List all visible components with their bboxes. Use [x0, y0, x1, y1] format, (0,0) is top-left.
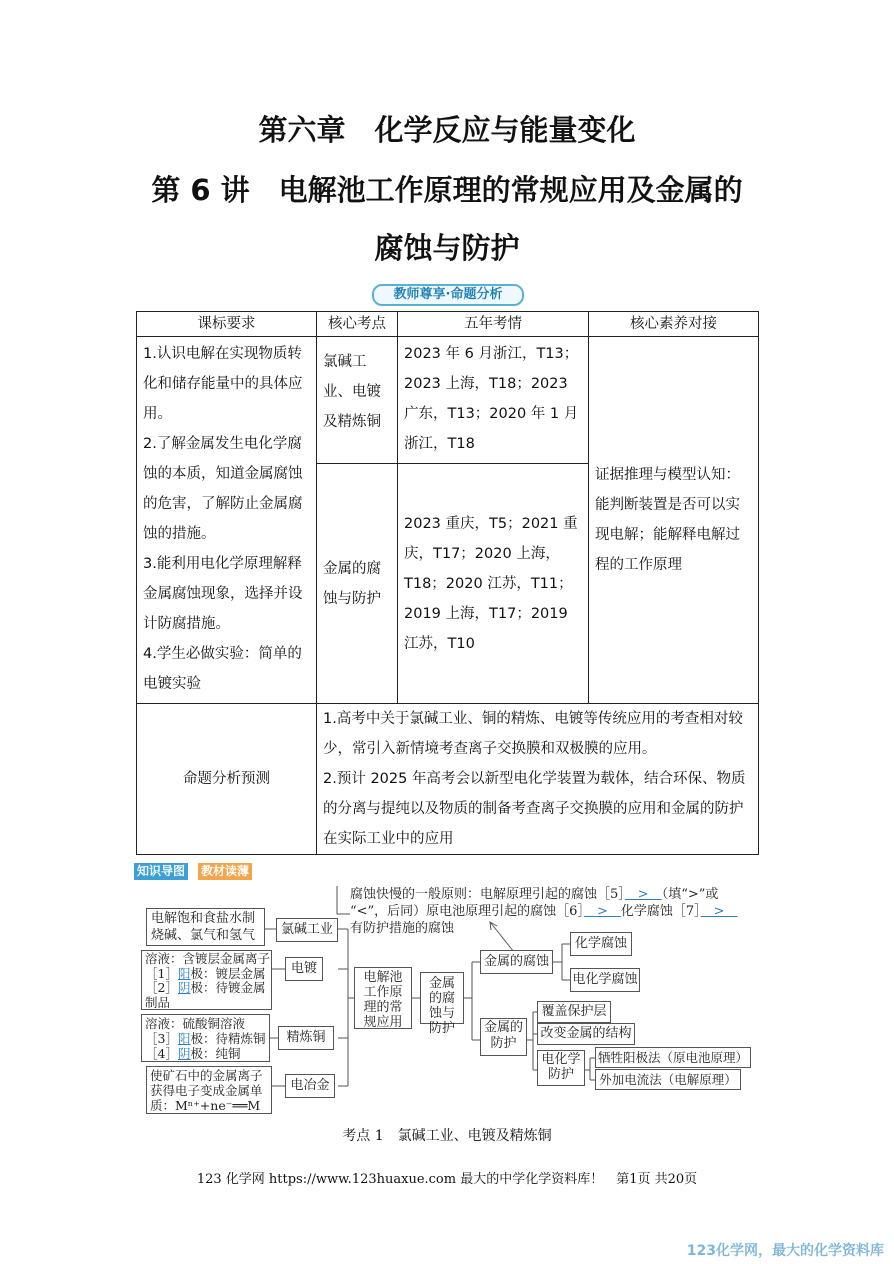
- refine-line: 溶液：硫酸铜溶液: [145, 1016, 246, 1031]
- tag-textbook: 教材读薄: [198, 863, 252, 880]
- note-text: “<”，后同）原电池原理引起的腐蚀［6］: [350, 904, 584, 919]
- topic-1: 氯碱工业、电镀及精炼铜: [317, 337, 398, 464]
- exam-2: 2023 重庆，T5；2021 重庆，T17；2020 上海，T18；2020 江苏，T11；2019 上海，T17；2019 江苏，T10: [398, 464, 589, 704]
- blank-2: 阴: [177, 980, 191, 995]
- plating-line: 溶液：含镀层金属离子: [145, 951, 271, 966]
- blank-label: ［3］: [145, 1031, 178, 1046]
- exam-1: 2023 年 6 月浙江，T13；2023 上海，T18；2023 广东，T13；2020 年 1 月浙江，T18: [398, 337, 589, 464]
- chlor-node: 氯碱工业: [276, 918, 338, 942]
- blank-label: ［2］: [145, 980, 178, 995]
- header-topics: 核心考点: [317, 312, 398, 337]
- blank-5: >: [624, 887, 662, 902]
- header-exams: 五年考情: [398, 312, 589, 337]
- refine-line: 极：纯铜: [190, 1046, 241, 1061]
- page-footer: 123 化学网 https://www.123huaxue.com 最大的中学化学资料库！ 第1页 共20页: [196, 1172, 698, 1187]
- tag-mindmap: 知识导图: [134, 863, 188, 880]
- coat-node: 覆盖保护层: [537, 1001, 611, 1023]
- chlor-desc-box: 电解饱和食盐水制烧碱、氯气和氢气: [146, 908, 265, 946]
- structure-node: 改变金属的结构: [537, 1023, 635, 1045]
- impressed-current-node: 外加电流法（电解原理）: [595, 1069, 741, 1090]
- plating-line: 制品: [145, 994, 171, 1010]
- topic-2: 金属的腐蚀与防护: [317, 464, 398, 704]
- forecast-label: 命题分析预测: [137, 704, 317, 855]
- refine-line: 极：待精炼铜: [190, 1031, 266, 1046]
- blank-4: 阴: [177, 1046, 191, 1061]
- note-text: 腐蚀快慢的一般原则：电解原理引起的腐蚀［5］: [350, 887, 625, 902]
- header-literacy: 核心素养对接: [589, 312, 759, 337]
- lecture-title-line2: 腐蚀与防护: [374, 231, 520, 265]
- requirement-item: 2.了解金属发生电化学腐蚀的本质，知道金属腐蚀的危害，了解防止金属腐蚀的措施。: [143, 436, 303, 542]
- watermark: 123化学网，最大的化学资料库: [686, 1243, 884, 1259]
- requirement-item: 4.学生必做实验：简单的电镀实验: [143, 646, 302, 692]
- corrosion-protection-node: 金属的腐蚀与防护: [420, 972, 464, 1024]
- blank-1: 阳: [177, 965, 191, 981]
- forecast-item: 2.预计 2025 年高考会以新型电化学装置为载体，结合环保、物质的分离与提纯以及物质的制备考查离子交换膜的应用和金属的防护在实际工业中的应用: [323, 771, 746, 847]
- section-caption: 考点 1 氯碱工业、电镀及精炼铜: [342, 1128, 552, 1144]
- lecture-title: 第 6 讲 电解池工作原理的常规应用及金属的: [151, 173, 743, 207]
- blank-6: >: [583, 904, 621, 919]
- literacy-cell: 证据推理与模型认知：能判断装置是否可以实现电解；能解释电解过程的工作原理: [589, 337, 759, 704]
- protection-node: 金属的防护: [480, 1018, 527, 1056]
- metallurgy-node: 电冶金: [285, 1074, 335, 1098]
- section-pill: 教师尊享·命题分析: [372, 284, 524, 306]
- plating-line: 极：镀层金属: [190, 965, 266, 981]
- plating-line: 极：待镀金属: [190, 980, 266, 995]
- refine-node: 精炼铜: [278, 1026, 334, 1050]
- corrosion-node: 金属的腐蚀: [480, 950, 553, 974]
- note-text: 有防护措施的腐蚀: [350, 921, 455, 936]
- refine-desc-box: [141, 1014, 270, 1062]
- plating-desc-box: [141, 950, 272, 1010]
- plating-node: 电镀: [285, 957, 323, 981]
- blank-3: 阳: [177, 1031, 191, 1046]
- echem-corrosion-node: 电化学腐蚀: [570, 968, 640, 992]
- note-text: 化学腐蚀［7］: [620, 904, 701, 919]
- blank-label: ［4］: [145, 1046, 178, 1061]
- chapter-title: 第六章 化学反应与能量变化: [258, 113, 636, 147]
- metallurgy-desc-box: 使矿石中的金属离子获得电子变成金属单质：Mⁿ⁺+ne⁻══M: [146, 1066, 272, 1114]
- header-requirements: 课标要求: [137, 312, 317, 337]
- forecast-item: 1.高考中关于氯碱工业、铜的精炼、电镀等传统应用的考查相对较少，常引入新情境考查离子交换膜和双极膜的应用。: [323, 711, 743, 757]
- center-node: 电解池工作原理的常规应用: [354, 967, 412, 1029]
- requirement-item: 1.认识电解在实现物质转化和储存能量中的具体应用。: [143, 346, 303, 422]
- ec-protection-node: 电化学防护: [537, 1050, 585, 1086]
- note-text: （填“>”或: [661, 887, 719, 902]
- sacrificial-anode-node: 牺牲阳极法（原电池原理）: [595, 1047, 751, 1068]
- chem-corrosion-node: 化学腐蚀: [570, 932, 632, 956]
- blank-7: >: [700, 904, 738, 919]
- blank-label: ［1］: [145, 965, 178, 981]
- corrosion-rule-note: [350, 886, 738, 937]
- requirement-item: 3.能利用电化学原理解释金属腐蚀现象，选择并设计防腐措施。: [143, 556, 303, 632]
